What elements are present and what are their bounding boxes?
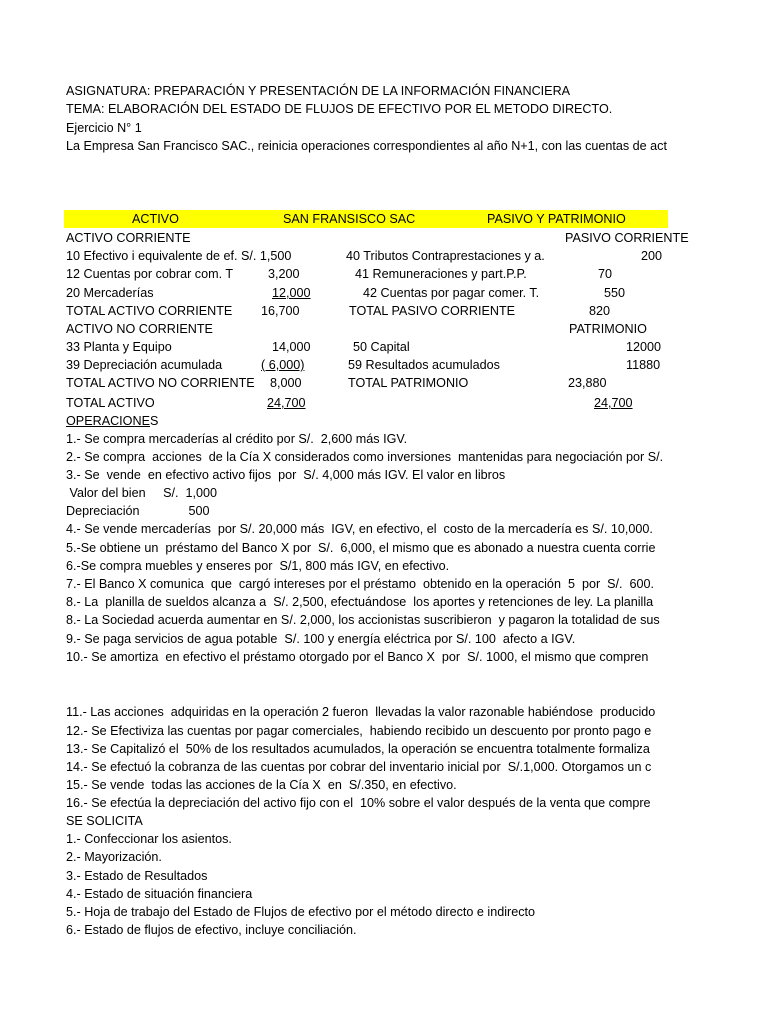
operacion-item: 13.- Se Capitalizó el 50% de los resultados acumulados, la operación se encuentra totalmente formaliza: [66, 742, 650, 756]
operacion-item: 8.- La Sociedad acuerda aumentar en S/. 2,000, los accionistas suscribieron y pagaron la totalidad de sus: [66, 613, 660, 627]
operacion-item: 9.- Se paga servicios de agua potable S/. 100 y energía eléctrica por S/. 100 afecto a IGV.: [66, 632, 576, 646]
efectivo-row-label: 10 Efectivo i equivalente de ef. S/. 1,500: [66, 249, 292, 263]
operacion-item: 5.-Se obtiene un préstamo del Banco X por S/. 6,000, el mismo que es abonado a nuestra cuenta corrie: [66, 541, 656, 555]
total-pasivo-corriente-value: 820: [589, 304, 611, 318]
operacion-item: 14.- Se efectuó la cobranza de las cuentas por cobrar del inventario inicial por S/.1,000. Otorgamos un c: [66, 760, 652, 774]
ejercicio-label: Ejercicio N° 1: [66, 121, 142, 135]
total-patrimonio-value: 23,880: [568, 376, 607, 390]
operaciones-title-underlined: OPERACIONE: [66, 414, 150, 428]
cuentas-pagar-label: 42 Cuentas por pagar comer. T.: [363, 286, 540, 300]
total-activo-corriente-label: TOTAL ACTIVO CORRIENTE: [66, 304, 233, 318]
header-company: SAN FRANSISCO SAC: [283, 212, 416, 226]
cuentas-pagar-value: 550: [604, 286, 626, 300]
total-activo-label: TOTAL ACTIVO: [66, 396, 155, 410]
cuentas-cobrar-value: 3,200: [268, 267, 300, 281]
operacion-item: 6.-Se compra muebles y enseres por S/1, 800 más IGV, en efectivo.: [66, 559, 450, 573]
operaciones-title-rest: S: [149, 414, 159, 428]
solicita-item: 4.- Estado de situación financiera: [66, 887, 253, 901]
total-pasivo-patrimonio-value: 24,700: [594, 396, 633, 410]
total-patrimonio-label: TOTAL PATRIMONIO: [348, 376, 469, 390]
total-activo-no-corriente-value: 8,000: [270, 376, 302, 390]
total-activo-corriente-value: 16,700: [261, 304, 300, 318]
operacion-item: Depreciación 500: [66, 504, 210, 518]
capital-label: 50 Capital: [353, 340, 410, 354]
operacion-item: 12.- Se Efectiviza las cuentas por pagar comerciales, habiendo recibido un descuento por pronto pago e: [66, 724, 652, 738]
tema-line: TEMA: ELABORACIÓN DEL ESTADO DE FLUJOS DE EFECTIVO POR EL METODO DIRECTO.: [66, 102, 613, 116]
pasivo-corriente-label: PASIVO CORRIENTE: [565, 231, 689, 245]
intro-line: La Empresa San Francisco SAC., reinicia operaciones correspondientes al año N+1, con las cuentas de act: [66, 139, 667, 153]
solicita-item: 3.- Estado de Resultados: [66, 869, 208, 883]
total-pasivo-corriente-label: TOTAL PASIVO CORRIENTE: [349, 304, 516, 318]
operacion-item: 16.- Se efectúa la depreciación del activo fijo con el 10% sobre el valor después de la venta que compre: [66, 796, 651, 810]
depreciacion-acumulada-label: 39 Depreciación acumulada: [66, 358, 223, 372]
asignatura-line: ASIGNATURA: PREPARACIÓN Y PRESENTACIÓN DE LA INFORMACIÓN FINANCIERA: [66, 84, 571, 98]
cuentas-cobrar-label: 12 Cuentas por cobrar com. T: [66, 267, 234, 281]
tributos-row-label: 40 Tributos Contraprestaciones y a.: [346, 249, 545, 263]
operacion-item: 1.- Se compra mercaderías al crédito por S/. 2,600 más IGV.: [66, 432, 408, 446]
resultados-acumulados-label: 59 Resultados acumulados: [348, 358, 500, 372]
solicita-item: 2.- Mayorización.: [66, 850, 162, 864]
header-pasivo-patrimonio: PASIVO Y PATRIMONIO: [487, 212, 626, 226]
depreciacion-acumulada-value: ( 6,000): [261, 358, 305, 372]
operacion-item: 4.- Se vende mercaderías por S/. 20,000 más IGV, en efectivo, el costo de la mercadería es S/. 10,000.: [66, 522, 653, 536]
mercaderias-label: 20 Mercaderías: [66, 286, 154, 300]
remuneraciones-value: 70: [598, 267, 613, 281]
operacion-item: 7.- El Banco X comunica que cargó intereses por el préstamo obtenido en la operación 5 por S/. 600.: [66, 577, 655, 591]
capital-value: 12000: [626, 340, 662, 354]
operacion-item: 3.- Se vende en efectivo activo fijos por S/. 4,000 más IGV. El valor en libros: [66, 468, 506, 482]
operacion-item: 15.- Se vende todas las acciones de la Cía X en S/.350, en efectivo.: [66, 778, 457, 792]
activo-corriente-label: ACTIVO CORRIENTE: [66, 231, 191, 245]
total-activo-value: 24,700: [267, 396, 306, 410]
planta-equipo-value: 14,000: [272, 340, 311, 354]
operaciones-title: [66, 413, 158, 429]
patrimonio-label: PATRIMONIO: [569, 322, 647, 336]
total-activo-no-corriente-label: TOTAL ACTIVO NO CORRIENTE: [66, 376, 255, 390]
tributos-row-value: 200: [641, 249, 663, 263]
solicita-item: 6.- Estado de flujos de efectivo, incluye conciliación.: [66, 923, 357, 937]
remuneraciones-label: 41 Remuneraciones y part.P.P.: [355, 267, 527, 281]
operacion-item: Valor del bien S/. 1,000: [66, 486, 217, 500]
operacion-item: 11.- Las acciones adquiridas en la operación 2 fueron llevadas la valor razonable habiéndose producido: [66, 705, 656, 719]
se-solicita-title: SE SOLICITA: [66, 814, 143, 828]
solicita-item: 5.- Hoja de trabajo del Estado de Flujos de efectivo por el método directo e indirecto: [66, 905, 536, 919]
header-activo: ACTIVO: [132, 212, 179, 226]
planta-equipo-label: 33 Planta y Equipo: [66, 340, 172, 354]
operacion-item: 10.- Se amortiza en efectivo el préstamo otorgado por el Banco X por S/. 1000, el mismo que compren: [66, 650, 649, 664]
operacion-item: 2.- Se compra acciones de la Cía X considerados como inversiones mantenidas para negociación por S/.: [66, 450, 664, 464]
mercaderias-value: 12,000: [272, 286, 311, 300]
solicita-item: 1.- Confeccionar los asientos.: [66, 832, 232, 846]
activo-no-corriente-label: ACTIVO NO CORRIENTE: [66, 322, 213, 336]
operacion-item: 8.- La planilla de sueldos alcanza a S/. 2,500, efectuándose los aportes y retenciones de ley. La planilla: [66, 595, 654, 609]
resultados-acumulados-value: 11880: [626, 358, 661, 372]
